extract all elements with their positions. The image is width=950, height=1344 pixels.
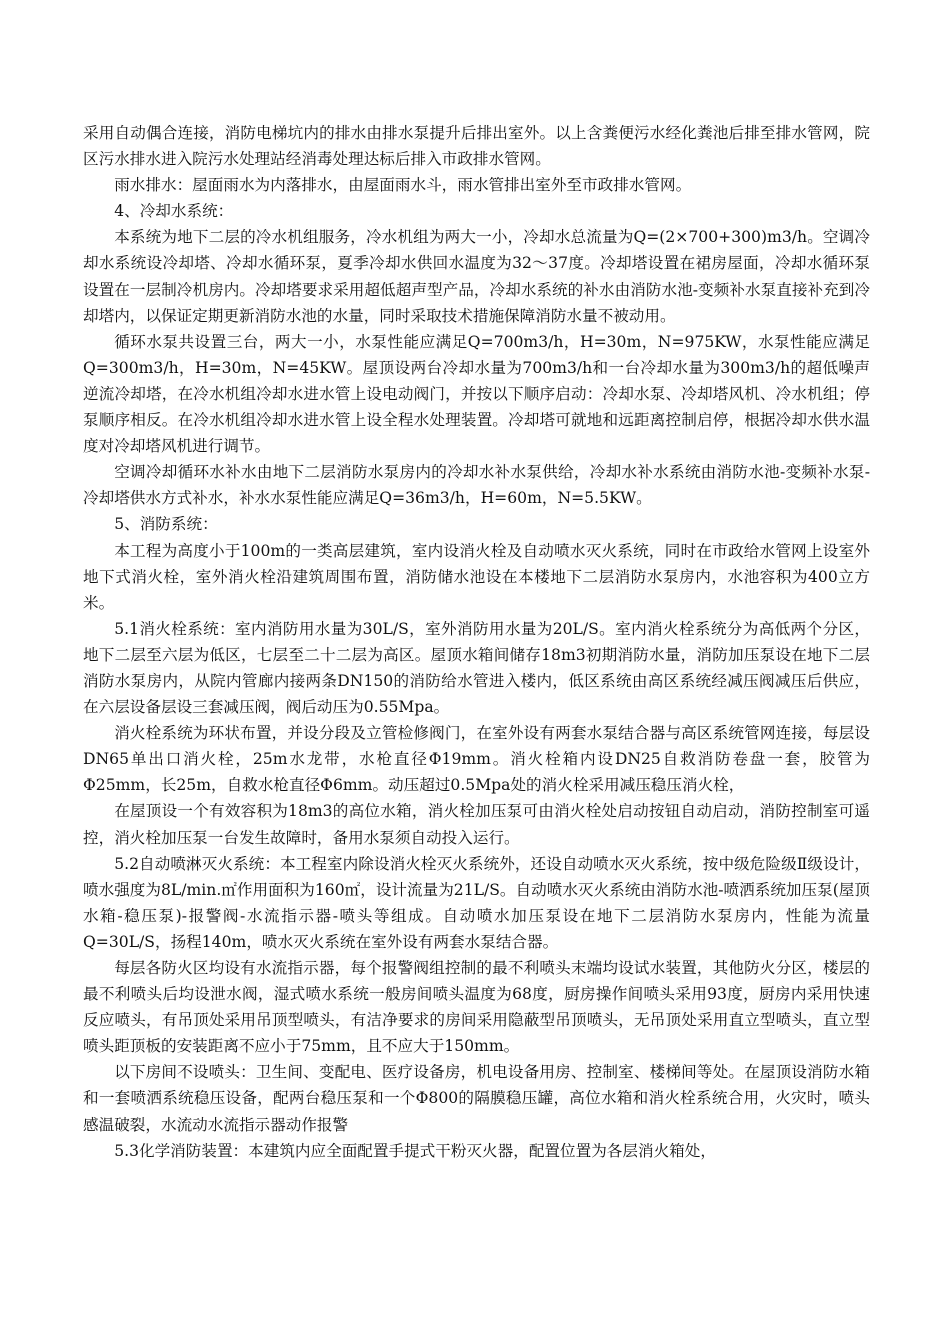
paragraph-hydrant-layout: 消火栓系统为环状布置，并设分段及立管检修阀门，在室外设有两套水泵结合器与高区系统管网连接，每层设DN65单出口消火栓，25m水龙带，水枪直径Φ19mm。消火栓箱内设DN25自救消防卷盘一套，胶管为Φ25mm，长25m，自救水枪直径Φ6mm。动压超过0.5Mpa处的消火栓采用减压稳压消火栓， [83, 724, 870, 795]
paragraph-sprinkler-details: 每层各防火区均设有水流指示器，每个报警阀组控制的最不利喷头末端均设试水装置，其他防火分区，楼层的最不利喷头后均设泄水阀，湿式喷水系统一般房间喷头温度为68度，厨房操作间喷头采用93度，厨房内采用快速反应喷头，有吊顶处采用吊顶型喷头，有洁净要求的房间采用隐蔽型吊顶喷头，无吊顶处采用直立型喷头，直立型喷头距顶板的安装距离不应小于75mm，且不应大于150mm。 [83, 959, 870, 1056]
paragraph-hydrant-system: 5.1消火栓系统：室内消防用水量为30L/S，室外消防用水量为20L/S。室内消火栓系统分为高低两个分区，地下二层至六层为低区，七层至二十二层为高区。屋顶水箱间储存18m3初期消防水量，消防加压泵设在地下二层消防水泵房内，从院内管廊内接两条DN150的消防给水管进入楼内，低区系统由高区系统经减压阀减压后供应，在六层设备层设三套减压阀，阀后动压为0.55Mpa。 [83, 619, 870, 717]
paragraph-no-sprinkler-rooms: 以下房间不设喷头：卫生间、变配电、医疗设备房，机电设备用房、控制室、楼梯间等处。在屋顶设消防水箱和一套喷洒系统稳压设备，配两台稳压泵和一个Φ800的隔膜稳压罐，高位水箱和消火栓系统合用，火灾时，喷头感温破裂，水流动水流指示器动作报警 [83, 1063, 870, 1134]
paragraph-fire-overview: 本工程为高度小于100m的一类高层建筑，室内设消火栓及自动喷水灭火系统，同时在市政给水管网上设室外地下式消火栓，室外消火栓沿建筑周围布置，消防储水池设在本楼地下二层消防水泵房内，水池容积为400立方米。 [83, 541, 870, 612]
paragraph-sprinkler-system: 5.2自动喷淋灭火系统：本工程室内除设消火栓灭火系统外，还设自动喷水灭火系统，按中级危险级Ⅱ级设计，喷水强度为8L/min.㎡作用面积为160㎡，设计流量为21L/S。自动喷水灭火系统由消防水池-喷洒系统加压泵(屋顶水箱-稳压泵)-报警阀-水流指示器-喷头等组成。自动喷水加压泵设在地下二层消防水泵房内，性能为流量Q=30L/S，扬程140m，喷水灭火系统在室外设有两套水泵结合器。 [83, 854, 870, 951]
paragraph-circulation-pumps: 循环水泵共设置三台，两大一小，水泵性能应满足Q=700m3/h，H=30m，N=975KW，水泵性能应满足Q=300m3/h，H=30m，N=45KW。屋顶设两台冷却水量为700m3/h和一台冷却水量为300m3/h的超低噪声逆流冷却塔，在冷水机组冷却水进水管上设电动阀门，并按以下顺序启动：冷却水泵、冷却塔风机、冷水机组；停泵顺序相反。在冷水机组冷却水进水管上设全程水处理装置。冷却塔可就地和远距离控制启停，根据冷却水供水温度对冷却塔风机进行调节。 [83, 332, 870, 456]
paragraph-sewage-drainage: 采用自动偶合连接，消防电梯坑内的排水由排水泵提升后排出室外。以上含粪便污水经化粪池后排至排水管网，院区污水排水进入院污水处理站经消毒处理达标后排入市政排水管网。 [83, 124, 870, 169]
paragraph-cooling-system-overview: 本系统为地下二层的冷水机组服务，冷水机组为两大一小，冷却水总流量为Q=(2×700+300)m3/h。空调冷却水系统设冷却塔、冷却水循环泵，夏季冷却水供回水温度为32～37度。冷却塔设置在裙房屋面，冷却水循环泵设置在一层制冷机房内。冷却塔要求采用超低超声型产品，冷却水系统的补水由消防水池-变频补水泵直接补充到冷却塔内，以保证定期更新消防水池的水量，同时采取技术措施保障消防水量不被动用。 [83, 228, 870, 325]
heading-cooling-water-system: 4、冷却水系统： [114, 202, 234, 221]
document-body [83, 120, 870, 1164]
paragraph-rainwater-drainage: 雨水排水：屋面雨水为内落排水，由屋面雨水斗，雨水管排出室外至市政排水管网。 [114, 176, 692, 195]
heading-fire-protection-system: 5、消防系统： [114, 515, 218, 534]
paragraph-chemical-fire-devices: 5.3化学消防装置：本建筑内应全面配置手提式干粉灭火器，配置位置为各层消火箱处， [114, 1141, 716, 1160]
paragraph-roof-tank: 在屋顶设一个有效容积为18m3的高位水箱，消火栓加压泵可由消火栓处启动按钮自动启动，消防控制室可遥控，消火栓加压泵一台发生故障时，备用水泵须自动投入运行。 [83, 802, 870, 847]
paragraph-cooling-makeup-water: 空调冷却循环水补水由地下二层消防水泵房内的冷却水补水泵供给，冷却水补水系统由消防水池-变频补水泵-冷却塔供水方式补水，补水水泵性能应满足Q=36m3/h，H=60m，N=5.5KW。 [83, 463, 870, 508]
